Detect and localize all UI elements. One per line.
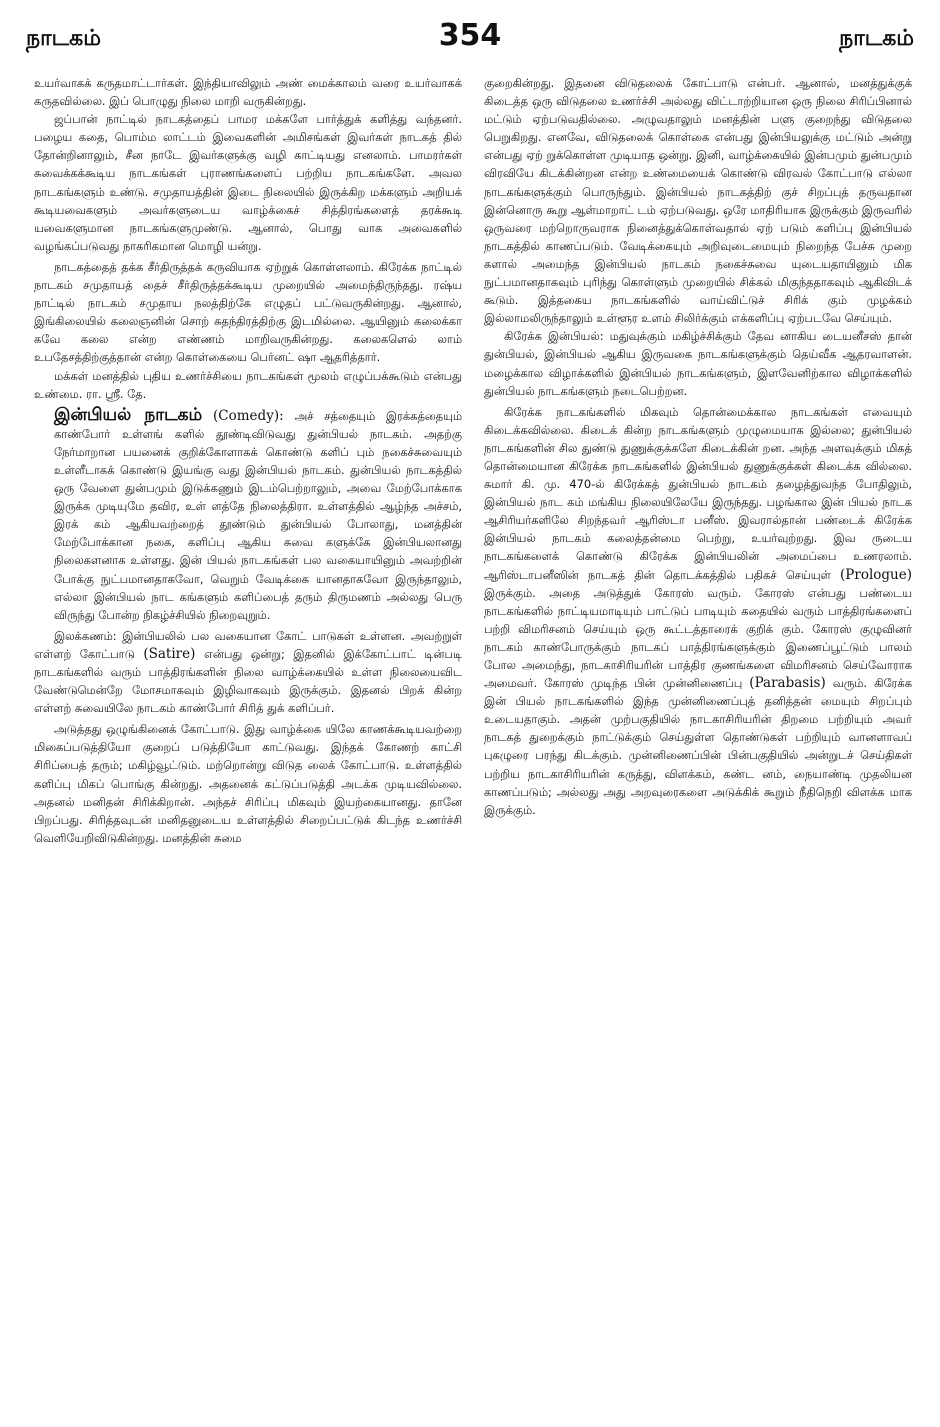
paragraph [34, 367, 462, 403]
entry-heading: இன்பியல் நாடகம் [54, 404, 203, 425]
page-header [26, 18, 914, 62]
paragraph-text: அச் சத்தையும் இரக்கத்தையும் காண்போர் உள்ளங் களில் தூண்டிவிடுவது துன்பியல் நாடகம். அதற்கு நேர்மாறான பயனைக் குறிக்கோளாகக் கொண்டு களிப் பும் நகைச்சுவையும் உள்ளீடாகக் கொண்டு இயங்கு வது இன்பியல் நாடகம். துன்பியல் நாடகத்தில் ஒரு வேளை துன்பமும் இடுக்கணும் இடம்பெற்றாலும், அவை மேற்போக்காக இருக்க முடியுமே தவிர, உள் ளத்தே நிலைத்திரா. உள்ளத்தில் ஆழ்ந்த அச்சம், இரக் கம் ஆகியவற்றைத் தூண்டும் துன்பியல் போலாது, மனத்தின் மேற்போக்கான நகை, களிப்பு ஆகிய சுவை களுக்கே இன்பியலானது நிலைகளனாக உள்ளது. இன் பியல் நாடகங்கள் பல வகையாயினும் அவற்றின் போக்கு நுட்பமானதாகவோ, வெறும் வேடிக்கை யானதாகவோ இருந்தாலும், எல்லா இன்பியல் நாட கங்களும் களிப்பைத் தரும் திருமணம் அல்லது பெரு விருந்து போன்ற நிகழ்ச்சியில் நிறைவுறும். [54, 408, 462, 622]
entry-heading-english: (Comedy): [213, 407, 284, 424]
paragraph-text: கிரேக்க நாடகங்களில் மிகவும் தொன்மைக்கால நாடகங்கள் எவையும் கிடைக்கவில்லை. கிடைக் கின்ற நாடகங்களும் முழுமையாக இல்லை; துன்பியல் நாடகங்களின் சில துண்டு துணுக்குக்களே கிடைக்கின் றன. அந்த அளவுக்கும் மிகத் தொன்மையான கிரேக்க நாடகங்களில் இன்பியல் துணுக்குக்கள் கிடைக்க வில்லை. சுமார் கி. மு. 470-ல் கிரேக்கத் துன்பியல் நாடகம் தழைத்துவந்த போதிலும், இன்பியல் நாட கம் மங்கிய நிலையிலேயே இருந்தது. பழங்கால இன் பியல் நாடக ஆசிரியர்களிலே சிறந்தவர் ஆரிஸ்டா பனீஸ். இவரால்தான் பண்டைக் கிரேக்க இன்பியல் நாடகம் கலைத்தன்மை பெற்று, உயர்வுற்றது. இவ ருடைய நாடகங்களைக் கொண்டு கிரேக்க இன்பியலின் அமைப்பை உணரலாம். ஆரிஸ்டாபனீஸின் நாடகத் தின் தொடக்கத்தில் பதிகச் செய்யுள் [484, 404, 912, 582]
running-head-left: நாடகம் [26, 26, 101, 51]
paragraph: குறைகின்றது. இதனை விடுதலைக் கோட்பாடு என்பர். ஆனால், மனத்துக்குக் கிடைத்த ஒரு விடுதலை உணர்ச்சி அல்லது விட்டாற்றியான ஒரு நிலை சிரிப்பினால் மட்டும் ஏற்படுவதில்லை. அழுவதாலும் மனத்தின் பளு குறைந்து விடுதலை பெறுகிறது. எனவே, விடுதலைக் கொள்கை என்பது இன்பியலுக்கு மட்டும் அன்று என்பது ஏற் றுக்கொள்ள முடியாத ஒன்று. இனி, வாழ்க்கையில் இன்பமும் துன்பமும் விரவியே கிடக்கின்றன என்ற உண்மையைக் கொண்டு விரவல் கோட்பாடு எல்லா நாடகங்களுக்கும் பொருந்தும். இன்பியல் நாடகத்திற் குச் சிறப்புத் தருவதான இன்னொரு கூறு ஆள்மாறாட் டம் ஏற்படுவது. ஒரே மாதிரியாக இருக்கும் இருவரில் ஒருவரை மற்றொருவராக நினைத்துக்கொள்வதால் ஏற் படும் களிப்பு இன்பியல் நாடகத்தில் காணப்படும். வேடிக்கையும் அறிவுடைமையும் நிறைந்த பேச்சு முறை களால் அமைந்த இன்பியல் நாடகம் நகைச்சுவை யுடையதாயினும் மிக நுட்பமானதாகவும் புரிந்து கொள்ளும் முறையில் சிக்கல் மிகுந்ததாகவும் ஆகிவிடக் கூடும். இத்தகைய நாடகங்களில் வாய்விட்டுச் சிரிக் கும் முழக்கம் இல்லாமலிருந்தாலும் உள்ளூர உளம் சிலிர்க்கும் எக்களிப்பு ஏற்படவே செய்யும். [484, 76, 912, 326]
english-term: (Parabasis) [749, 675, 826, 692]
paragraph-text: இருக்கும். அதை அடுத்துக் கோரஸ் வரும். கோரஸ் என்பது பண்டைய நாடகங்களில் நாட்டியமாடியும் பாட்டுப் பாடியும் கதையில் வரும் பாத்திரங்களைப் பற்றி விமரிசனம் செய்யும் ஒரு கூட்டத்தாரைக் குறிக் கும். கோரஸ் குழுவினர் நாடகம் காண்போருக்கும் நாடகப் பாத்திரங்களுக்கும் இணைப்பூட்டும் பாலம் போல அமைந்து, நாடகாசிரியரின் பாத்திர குணங்களை விமரிசனம் செய்வோராக அமைவர். கோரஸ் முடிந்த பின் முன்னிணைப்பு [484, 585, 912, 691]
paragraph: நாடகத்தைத் தக்க சீர்திருத்தக் கருவியாக ஏற்றுக் கொள்ளலாம். கிரேக்க நாட்டில் நாடகம் சமுதாயத் தைச் சீர்திருத்தக்கூடிய முறையில் அமைந்திருந்தது. ரஷ்ய நாட்டில் நாடகம் சமுதாய நலத்திற்கே எழுதப் பட்டுவருகின்றது. ஆனால், இங்கிலையில் கலைஞனின் சொற் சுதந்திரத்திற்கு இடமில்லை. ஆயினும் கலைக்கா கவே கலை என்ற எண்ணம் மாறிவருகின்றது. கலைகளெல் லாம் உபதேசத்திற்குத்தான் என்ற கொள்கையை பெர்னட் ஷா ஆதரித்தார். [34, 259, 462, 365]
paragraph-text: என்பது ஒன்று; இதனில் இக்கோட்பாட் டின்படி நாடகங்களில் வரும் பாத்திரங்களின் நிலை வாழ்க்கையில் உள்ள நிலையைவிட வேண்டுமென்றே மோசமாகவும் இழிவாகவும் இருக்கும். இதனல் பிறக் கின்ற எள்ளற் சுவையிலே நாடகம் காண்போர் சிரித் துக் களிப்பர். [34, 646, 462, 716]
running-head-right: நாடகம் [839, 26, 914, 51]
author-initials: ரா. ஸ்ரீ. தே. [86, 386, 147, 401]
english-term: (Satire) [143, 645, 196, 662]
paragraph: ஜப்பான் நாட்டில் நாடகத்தைப் பாமர மக்களே பார்த்துக் களித்து வந்தனர். பழைய கதை, பொம்ம லாட்டம் இவைகளின் அமிசங்கள் இவர்கள் நாடகத் தில் தோன்றினாலும், சீன நாடே இவர்களுக்கு வழி காட்டியது எனலாம். பாமரர்கள் சுவைக்கக்கூடிய நாடகங்கள் புராணங்களைப் பற்றிய நாடகங்களே. அவல நாடகங்களும் உண்டு. சமுதாயத்தின் இடை நிலையில் இருக்கிற மக்களும் அறியக் கூடியவைகளும் அவர்களுடைய வாழ்க்கைச் சித்திரங்களைத் தரக்கூடி யவைகளுமான நாடகங்களுமுண்டு. ஆனால், பொது வாக அவைகளில் வழங்கப்படுவது நாகரிகமான மொழி யன்று. [34, 112, 462, 253]
paragraph [34, 627, 462, 717]
page-number: 354 [438, 18, 502, 53]
paragraph: உயர்வாகக் கருதமாட்டார்கள். இந்தியாவிலும் அண் மைக்காலம் வரை உயர்வாகக் கருதவில்லை. இப் பொழுது நிலை மாறி வருகின்றது. [34, 76, 462, 109]
paragraph-text: மக்கள் மனத்தில் புதிய உணர்ச்சியை நாடகங்கள் மூலம் எழுப்பக்கூடும் என்பது உண்மை. [34, 368, 462, 401]
paragraph: கிரேக்க இன்பியல்: மதுவுக்கும் மகிழ்ச்சிக்கும் தேவ னாகிய டையனீசஸ் தான் துன்பியல், இன்பியல் ஆகிய இருவகை நாடகங்களுக்கும் தெய்வீக ஆதரவாளன். மழைக்கால விழாக்களில் இன்பியல் நாடகங்களும், இளவேனிற்கால விழாக்களில் துன்பியல் நாடகங்களும் நடைபெற்றன. [484, 329, 912, 398]
english-term: (Prologue) [840, 566, 912, 583]
entry-paragraph [34, 406, 462, 624]
paragraph [484, 403, 912, 819]
paragraph-text: இலக்கணம்: இன்பியலில் பல வகையான கோட் பாடுகள் உள்ளன. அவற்றுள் எள்ளற் கோட்பாடு [34, 628, 462, 661]
left-column [34, 74, 462, 1414]
right-column [484, 74, 912, 1414]
paragraph: அடுத்தது ஒழுங்கினைக் கோட்பாடு. இது வாழ்க்கை யிலே காணக்கூடியவற்றை மிகைப்படுத்தியோ குறைப் படுத்தியோ காட்டுவது. இந்தக் கோணற் காட்சி சிரிப்பைத் தரும்; மகிழ்வூட்டும். மற்றொன்று விடுத லைக் கோட்பாடு. உள்ளத்தில் களிப்பு மிகப் பொங்கு கின்றது. அதனைக் கட்டுப்படுத்தி அடக்க முடியவில்லை. அதனல் மனிதன் சிரிக்கிறான். அந்தச் சிரிப்பு மிகவும் இயற்கையானது. தானே பிறப்பது. சிரித்தவுடன் மனிதனுடைய உள்ளத்தில் சிறைப்பட்டுக் கிடந்த உணர்ச்சி வெளியேறிவிடுகின்றது. மனத்தின் சுமை [34, 722, 462, 845]
paragraph-text: வரும். கிரேக்க இன் பியல் நாடகங்களில் இந்த முன்னிணைப்புத் தனித்தன் மையும் சிறப்பும் உடையதாகும். அதன் முற்பகுதியில் நாடகாசிரியரின் திறமை பற்றியும் அவர் நாடகத் துறைக்கும் நாட்டுக்கும் செய்துள்ள தொண்டுகள் பற்றியும் வானளாவப் புகழுரை பரந்து கிடக்கும். முன்னிணைப்பின் பின்பகுதியில் அன்றுடச் செய்திகள் பற்றிய நாடகாசிரியரின் கருத்து, விளக்கம், கண்ட னம், நையாண்டி முதலியன காணப்படும்; அல்லது அது அறவுரைகளை அடுக்கிக் கூறும் நீதிநெறி விளக்க மாக இருக்கும். [484, 676, 912, 817]
